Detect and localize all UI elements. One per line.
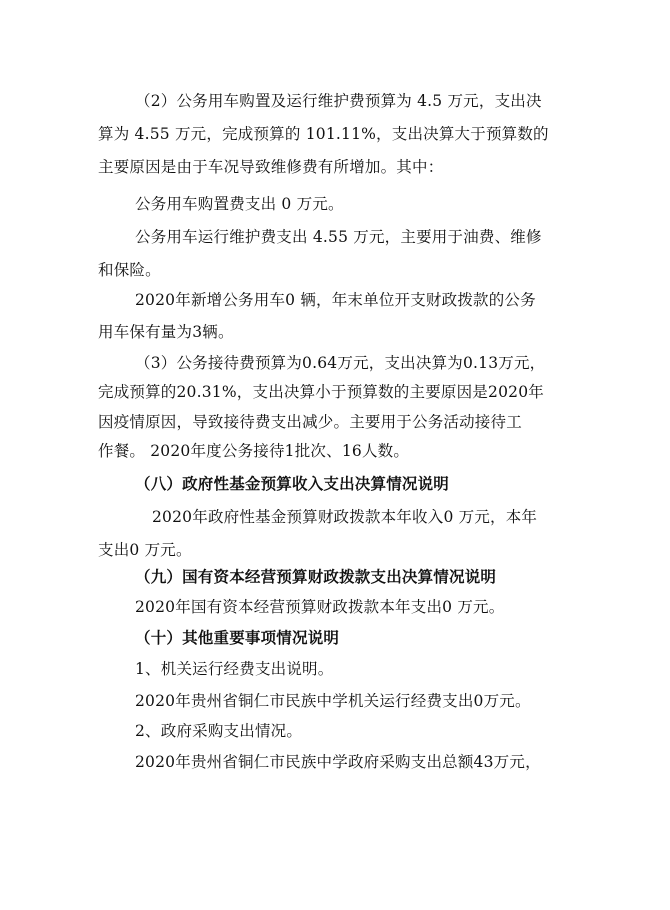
vehicle-budget-line-1: （2）公务用车购置及运行维护费预算为 4.5 万元，支出决: [135, 92, 542, 110]
new-vehicles-line-1: 2020年新增公务用车0 辆，年末单位开支财政拨款的公务: [135, 291, 536, 309]
reception-line-4: 作餐。 2020年度公务接待1批次、16人数。: [98, 442, 410, 460]
vehicle-budget-line-3: 主要原因是由于车况导致维修费有所增加。其中：: [98, 158, 444, 176]
section-9-line-1: 2020年国有资本经营预算财政拨款本年支出0 万元。: [135, 598, 505, 616]
vehicle-maintenance-line-1: 公务用车运行维护费支出 4.55 万元，主要用于油费、维修: [135, 228, 542, 246]
section-8-line-2: 支出0 万元。: [98, 541, 192, 559]
reception-line-2: 完成预算的20.31%，支出决算小于预算数的主要原因是2020年: [98, 383, 544, 401]
section-10-item-3: 2、政府采购支出情况。: [135, 722, 303, 740]
section-10-item-4: 2020年贵州省铜仁市民族中学政府采购支出总额43万元，: [135, 753, 541, 771]
vehicle-budget-line-2: 算为 4.55 万元，完成预算的 101.11%，支出决算大于预算数的: [98, 125, 549, 143]
new-vehicles-line-2: 用车保有量为3辆。: [98, 323, 234, 341]
section-10-heading: （十）其他重要事项情况说明: [135, 629, 340, 647]
section-10-item-1: 1、机关运行经费支出说明。: [135, 660, 334, 678]
section-10-item-2: 2020年贵州省铜仁市民族中学机关运行经费支出0万元。: [135, 692, 531, 710]
vehicle-maintenance-line-2: 和保险。: [98, 261, 161, 279]
section-8-heading: （八）政府性基金预算收入支出决算情况说明: [135, 475, 450, 493]
vehicle-purchase-line: 公务用车购置费支出 0 万元。: [135, 195, 344, 213]
reception-line-1: （3）公务接待费预算为0.64万元，支出决算为0.13万元，: [135, 354, 546, 372]
section-8-line-1: 2020年政府性基金预算财政拨款本年收入0 万元，本年: [152, 508, 538, 526]
section-9-heading: （九）国有资本经营预算财政拨款支出决算情况说明: [135, 568, 497, 586]
reception-line-3: 因疫情原因，导致接待费支出减少。主要用于公务活动接待工: [98, 413, 522, 431]
